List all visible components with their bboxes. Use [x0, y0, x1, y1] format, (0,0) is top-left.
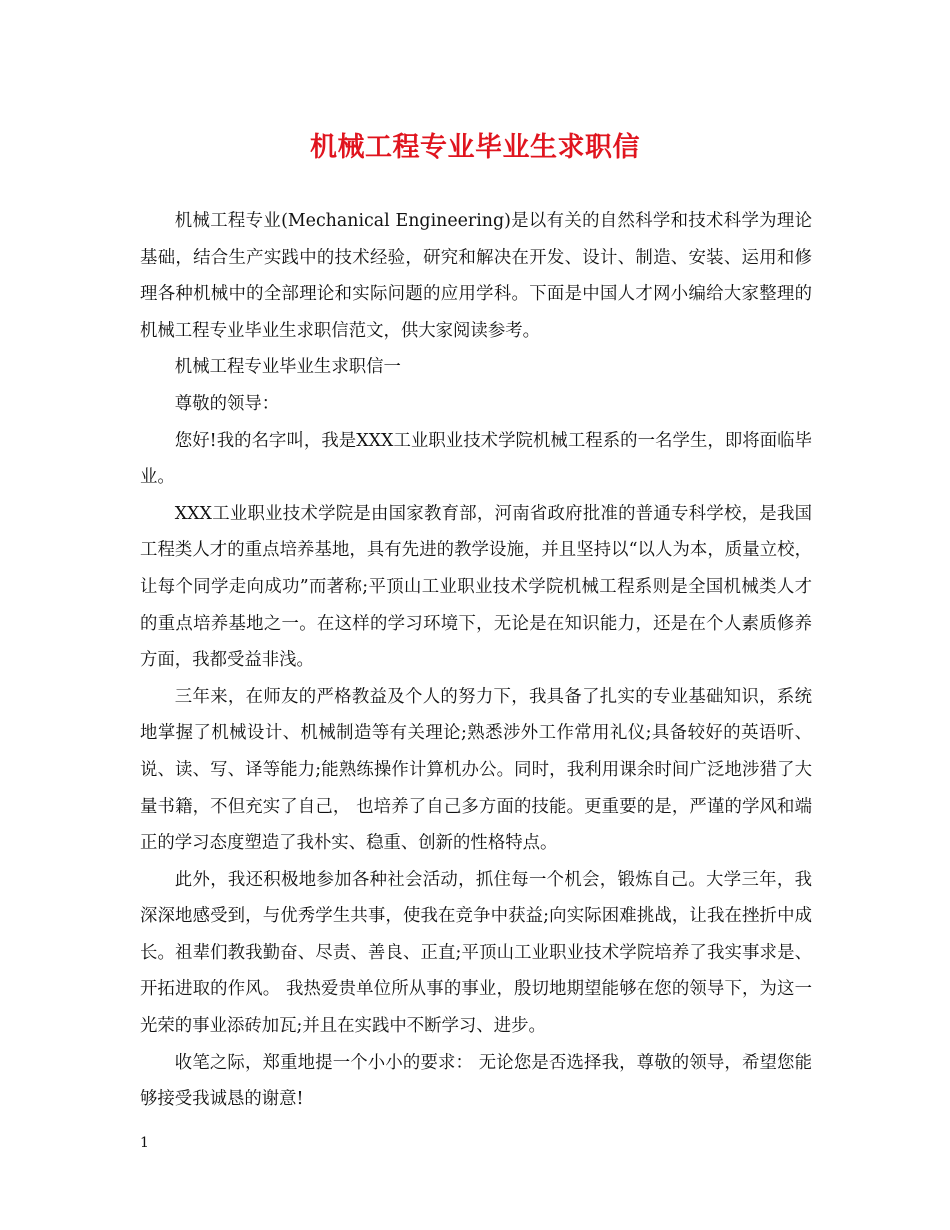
paragraph-greeting: 您好!我的名字叫，我是XXX工业职业技术学院机械工程系的一名学生，即将面临毕业。 — [140, 430, 812, 488]
paragraph-letter-heading: 机械工程专业毕业生求职信一 — [174, 357, 401, 378]
paragraph-intro: 机械工程专业(Mechanical Engineering)是以有关的自然科学和技术科学为理论基础，结合生产实践中的技术经验，研究和解决在开发、设计、制造、安装、运用和修理各种机械中的全部理论和实际问题的应用学科。下面是中国人才网小编给大家整理的机械工程专业毕业生求职信范文，供大家阅读参考。 — [140, 211, 812, 341]
paragraph-salutation: 尊敬的领导： — [174, 393, 280, 414]
document-title: 机械工程专业毕业生求职信 — [310, 132, 640, 163]
paragraph-skills: 三年来，在师友的严格教益及个人的努力下，我具备了扎实的专业基础知识，系统地掌握了机械设计、机械制造等有关理论;熟悉涉外工作常用礼仪;具备较好的英语听、说、读、写、译等能力;能熟练操作计算机办公。同时，我利用课余时间广泛地涉猎了大量书籍，不但充实了自己， 也培养了自己多方面的技能。更重要的是，严谨的学风和端正的学习态度塑造了我朴实、稳重、创新的性格特点。 — [140, 686, 812, 854]
paragraph-activities: 此外，我还积极地参加各种社会活动，抓住每一个机会，锻炼自己。大学三年，我深深地感受到，与优秀学生共事，使我在竞争中获益;向实际困难挑战，让我在挫折中成长。祖辈们教我勤奋、尽责、善良、正直;平顶山工业职业技术学院培养了我实事求是、开拓进取的作风。 我热爱贵单位所从事的事业，殷切地期望能够在您的领导下，为这一光荣的事业添砖加瓦;并且在实践中不断学习、进步。 — [140, 869, 812, 1037]
paragraph-school: XXX工业职业技术学院是由国家教育部，河南省政府批准的普通专科学校，是我国工程类人才的重点培养基地，具有先进的教学设施，并且坚持以“以人为本，质量立校，让每个同学走向成功”而著称;平顶山工业职业技术学院机械工程系则是全国机械类人才的重点培养基地之一。在这样的学习环境下，无论是在知识能力，还是在个人素质修养方面，我都受益非浅。 — [140, 503, 812, 671]
paragraph-closing: 收笔之际，郑重地提一个小小的要求： 无论您是否选择我，尊敬的领导，希望您能够接受我诚恳的谢意! — [140, 1052, 812, 1110]
page-number: 1 — [140, 1135, 149, 1151]
document-body — [140, 203, 812, 1118]
